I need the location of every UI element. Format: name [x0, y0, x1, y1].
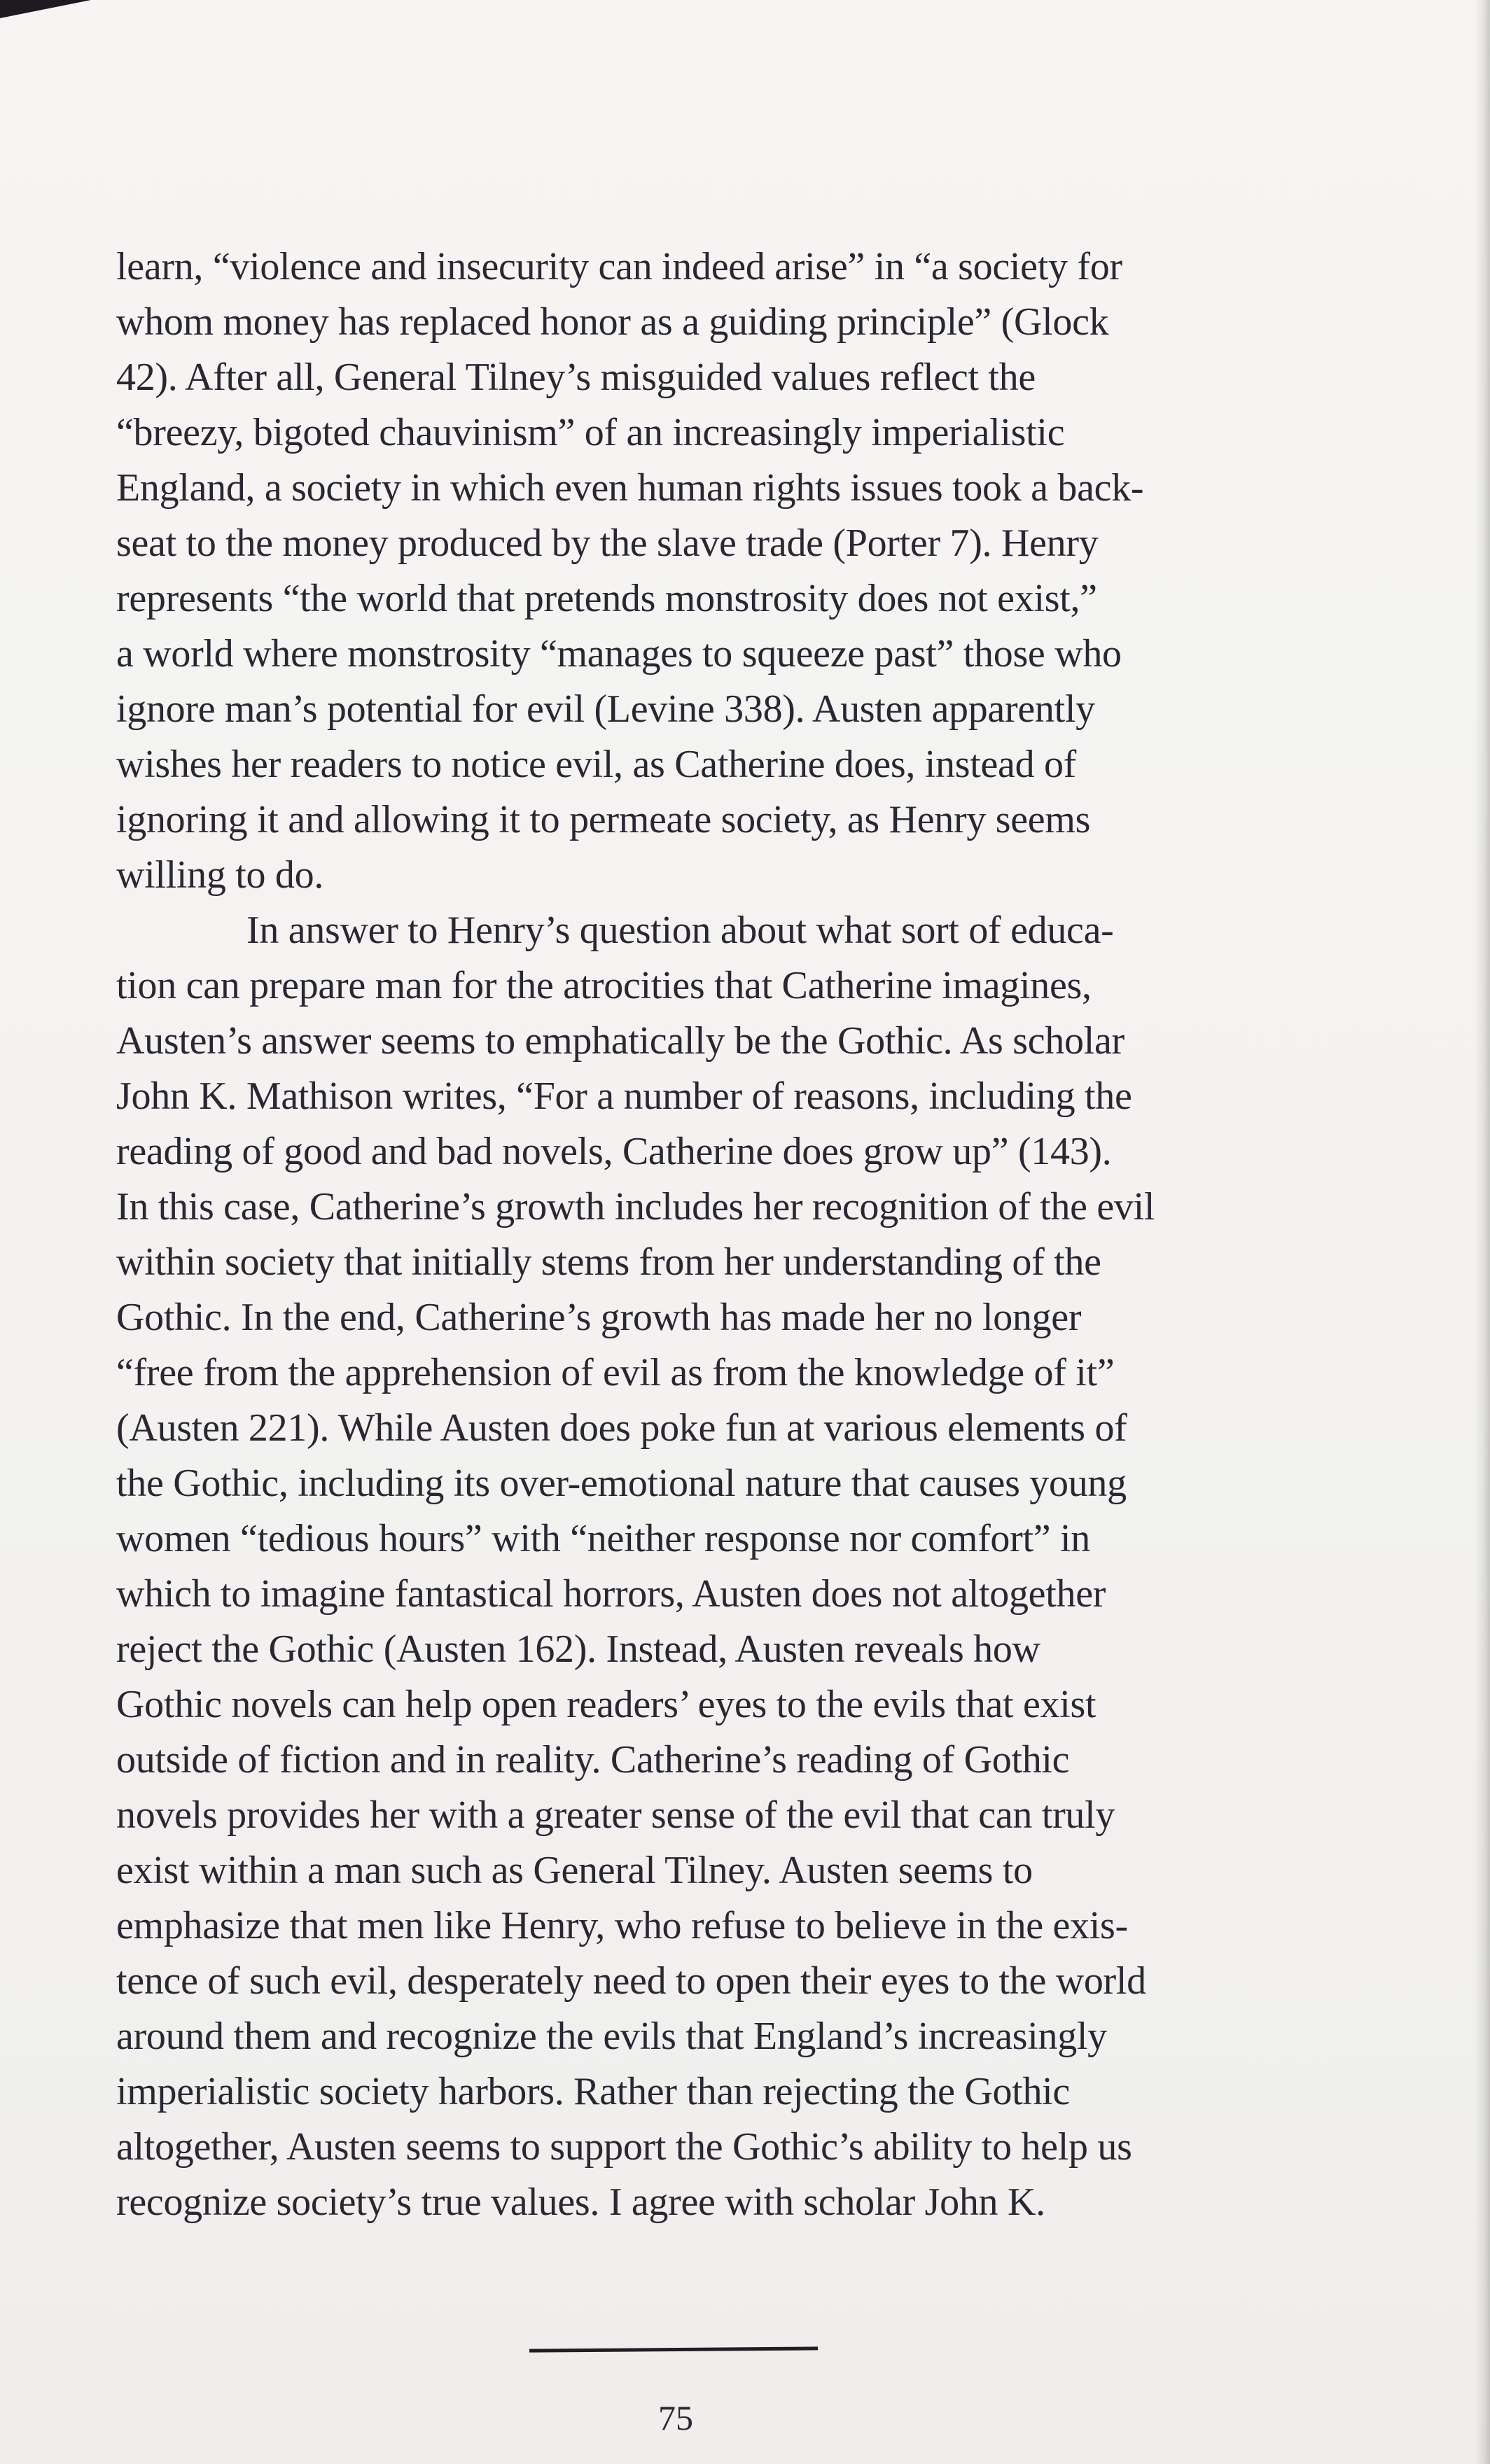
- footer-rule: [529, 2346, 818, 2352]
- text-line: 42). After all, General Tilney’s misguided values reflect the: [116, 356, 1036, 399]
- text-line: altogether, Austen seems to support the Gothic’s ability to help us: [116, 2125, 1132, 2169]
- text-line: In this case, Catherine’s growth includes her recognition of the evil: [116, 1185, 1155, 1228]
- text-line: which to imagine fantastical horrors, Austen does not altogether: [116, 1572, 1106, 1616]
- text-line: Austen’s answer seems to emphatically be the Gothic. As scholar: [116, 1019, 1125, 1063]
- text-line: novels provides her with a greater sense of the evil that can truly: [116, 1793, 1115, 1837]
- text-line: reject the Gothic (Austen 162). Instead, Austen reveals how: [116, 1628, 1040, 1671]
- text-line: around them and recognize the evils that England’s increasingly: [116, 2015, 1107, 2058]
- text-line: England, a society in which even human rights issues took a back-: [116, 466, 1144, 510]
- text-line: seat to the money produced by the slave trade (Porter 7). Henry: [116, 522, 1099, 565]
- text-line: exist within a man such as General Tilney. Austen seems to: [116, 1849, 1033, 1892]
- text-line: the Gothic, including its over-emotional nature that causes young: [116, 1462, 1127, 1505]
- text-line: recognize society’s true values. I agree with scholar John K.: [116, 2180, 1045, 2224]
- paragraph-first-line: In answer to Henry’s question about what sort of educa-: [246, 909, 1114, 952]
- text-line: John K. Mathison writes, “For a number of reasons, including the: [116, 1074, 1132, 1118]
- text-line: Gothic novels can help open readers’ eyes to the evils that exist: [116, 1683, 1096, 1726]
- text-line: outside of fiction and in reality. Catherine’s reading of Gothic: [116, 1738, 1070, 1782]
- text-line: learn, “violence and insecurity can indeed arise” in “a society for: [116, 245, 1122, 288]
- text-line: imperialistic society harbors. Rather than rejecting the Gothic: [116, 2070, 1070, 2113]
- text-line: ignore man’s potential for evil (Levine 338). Austen apparently: [116, 687, 1095, 731]
- text-line: willing to do.: [116, 853, 324, 897]
- text-line: wishes her readers to notice evil, as Catherine does, instead of: [116, 743, 1077, 786]
- text-line: reading of good and bad novels, Catherine does grow up” (143).: [116, 1130, 1112, 1173]
- body-text: [116, 239, 1251, 2230]
- text-line: tence of such evil, desperately need to open their eyes to the world: [116, 1959, 1146, 2003]
- text-line: Gothic. In the end, Catherine’s growth has made her no longer: [116, 1296, 1082, 1339]
- page-edge-shadow: [1475, 0, 1490, 2464]
- text-line: “breezy, bigoted chauvinism” of an increasingly imperialistic: [116, 411, 1065, 454]
- text-line: represents “the world that pretends monstrosity does not exist,”: [116, 577, 1097, 620]
- text-line: emphasize that men like Henry, who refuse to believe in the exis-: [116, 1904, 1128, 1947]
- text-line: (Austen 221). While Austen does poke fun at various elements of: [116, 1406, 1127, 1450]
- page-corner-shadow: [0, 0, 91, 18]
- text-line: whom money has replaced honor as a guiding principle” (Glock: [116, 300, 1109, 344]
- text-line: “free from the apprehension of evil as from the knowledge of it”: [116, 1351, 1115, 1394]
- text-line: a world where monstrosity “manages to squeeze past” those who: [116, 632, 1122, 676]
- text-line: ignoring it and allowing it to permeate society, as Henry seems: [116, 798, 1091, 841]
- text-line: women “tedious hours” with “neither response nor comfort” in: [116, 1517, 1090, 1560]
- page-number: 75: [658, 2398, 693, 2437]
- text-line: tion can prepare man for the atrocities that Catherine imagines,: [116, 964, 1092, 1007]
- text-line: within society that initially stems from her understanding of the: [116, 1240, 1101, 1284]
